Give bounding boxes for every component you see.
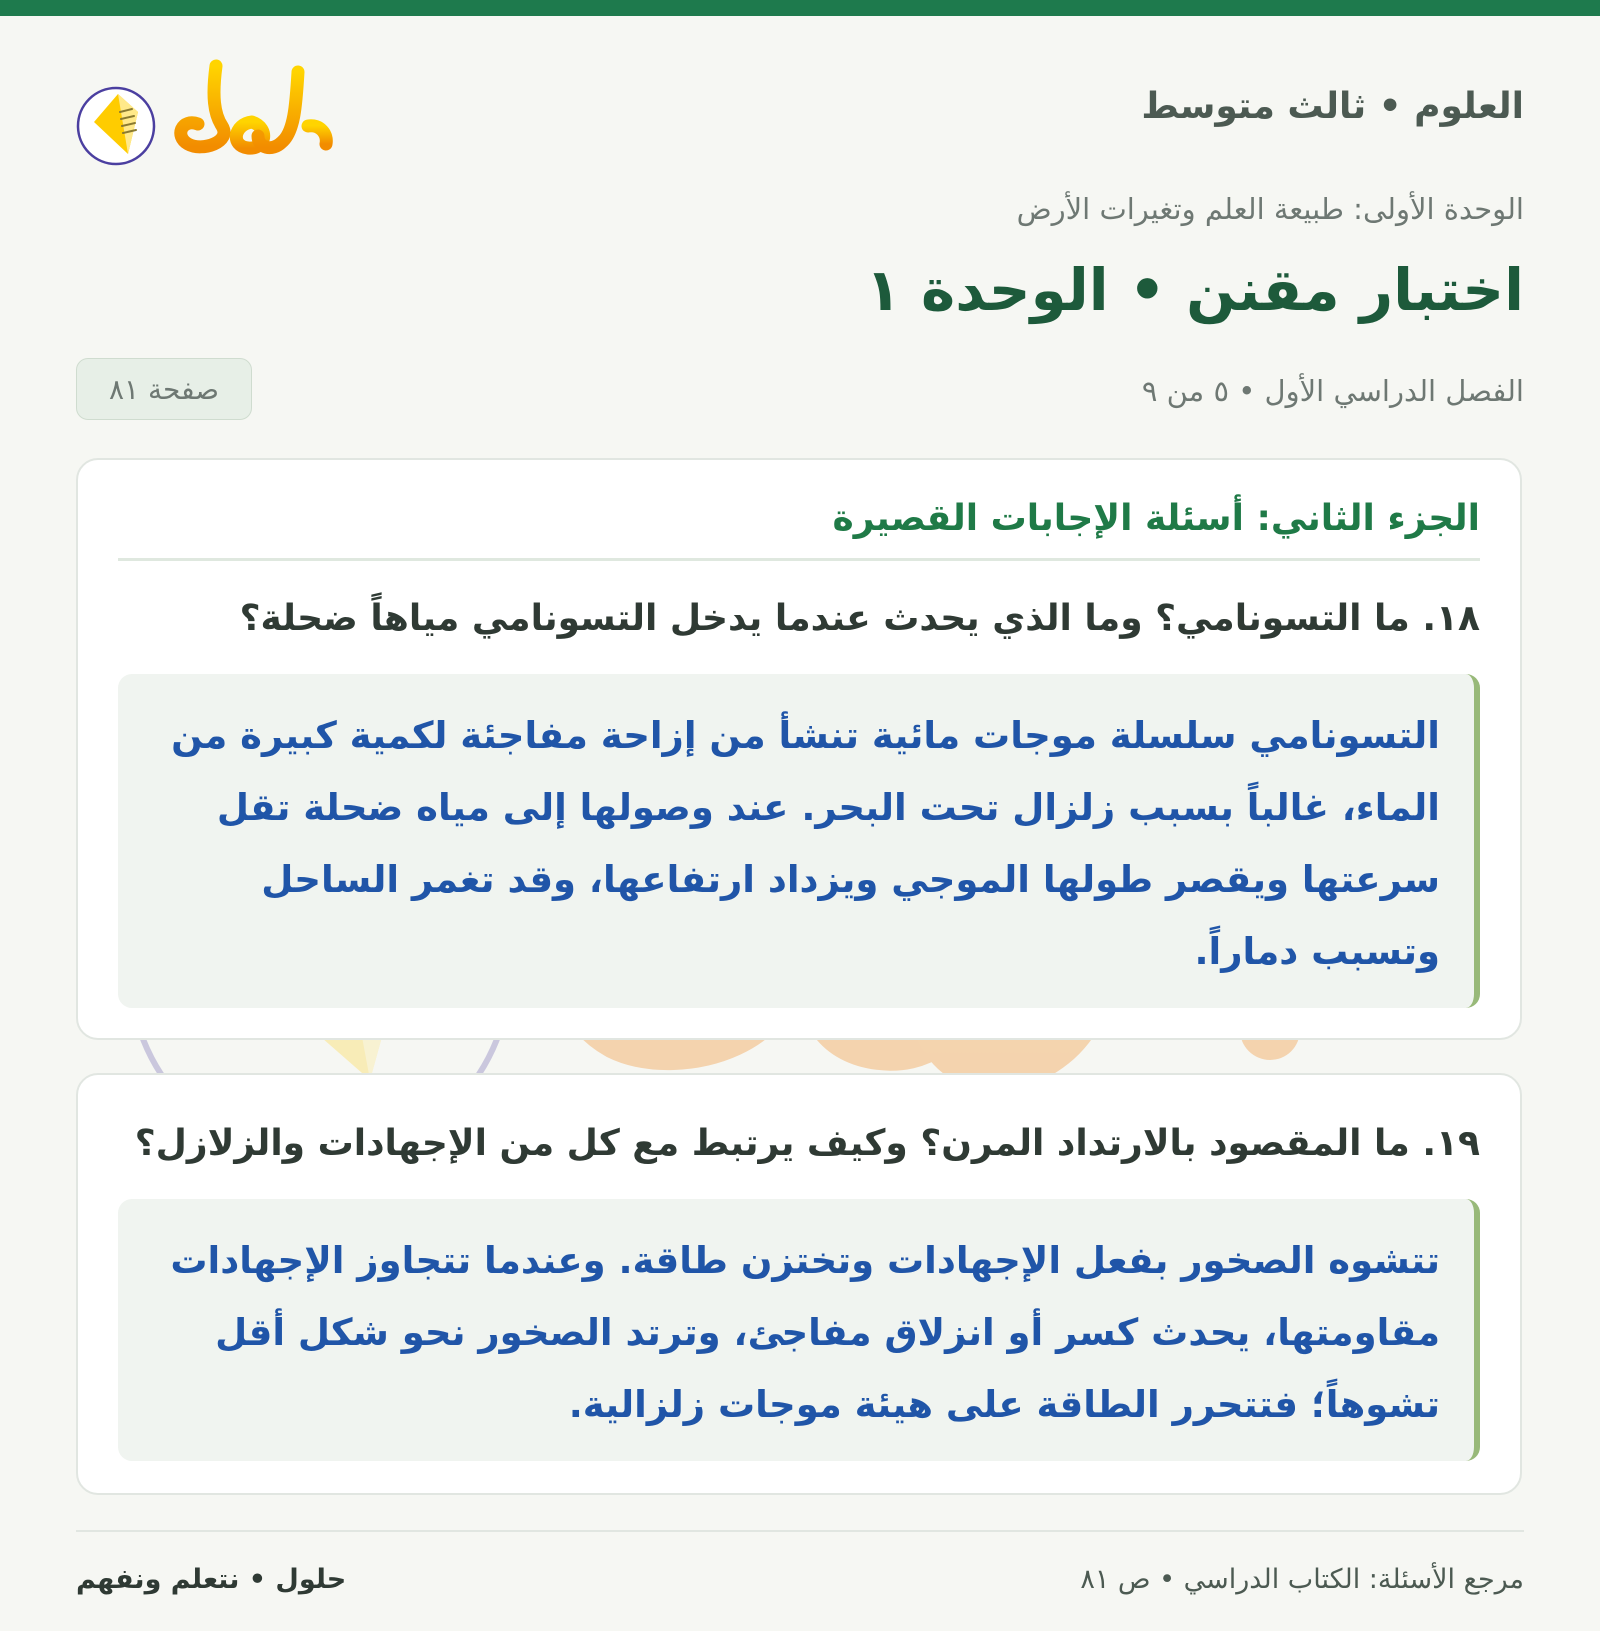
- section-title: الجزء الثاني: أسئلة الإجابات القصيرة: [832, 498, 1480, 539]
- page: [76, 16, 1524, 1631]
- page-number-badge: صفحة ٨١: [76, 358, 252, 420]
- answer-box: التسونامي سلسلة موجات مائية تنشأ من إزاحة مفاجئة لكمية كبيرة من الماء، غالباً بسبب زلزال تحت البحر. عند وصولها إلى مياه ضحلة تقل سرعتها ويقصر طولها الموجي ويزداد ارتفاعها، وقد تغمر الساحل وتسبب دماراً.: [118, 674, 1480, 1008]
- answer-box: تتشوه الصخور بفعل الإجهادات وتختزن طاقة. وعندما تتجاوز الإجهادات مقاومتها، يحدث كسر أو انزلاق مفاجئ، وترتد الصخور نحو شكل أقل تشوهاً؛ فتتحرر الطاقة على هيئة موجات زلزالية.: [118, 1199, 1480, 1461]
- question-text: ١٨. ما التسونامي؟ وما الذي يحدث عندما يدخل التسونامي مياهاً ضحلة؟: [239, 598, 1480, 639]
- question-card-19: [76, 1073, 1522, 1495]
- footer-divider: [76, 1530, 1524, 1532]
- term-progress: الفصل الدراسي الأول • ٥ من ٩: [1141, 374, 1524, 408]
- page-title: اختبار مقنن • الوحدة ١: [865, 256, 1524, 324]
- footer-brand: حلول • نتعلم ونفهم: [76, 1564, 347, 1595]
- top-accent-bar: [0, 0, 1600, 16]
- question-card-18: [76, 458, 1522, 1040]
- subject-grade-title: العلوم • ثالث متوسط: [1141, 86, 1524, 127]
- section-divider: [118, 558, 1480, 561]
- hulool-logo: [76, 56, 336, 176]
- question-text: ١٩. ما المقصود بالارتداد المرن؟ وكيف يرتبط مع كل من الإجهادات والزلازل؟: [134, 1123, 1480, 1164]
- unit-subtitle: الوحدة الأولى: طبيعة العلم وتغيرات الأرض: [1016, 192, 1524, 226]
- footer-reference: مرجع الأسئلة: الكتاب الدراسي • ص ٨١: [1080, 1564, 1524, 1595]
